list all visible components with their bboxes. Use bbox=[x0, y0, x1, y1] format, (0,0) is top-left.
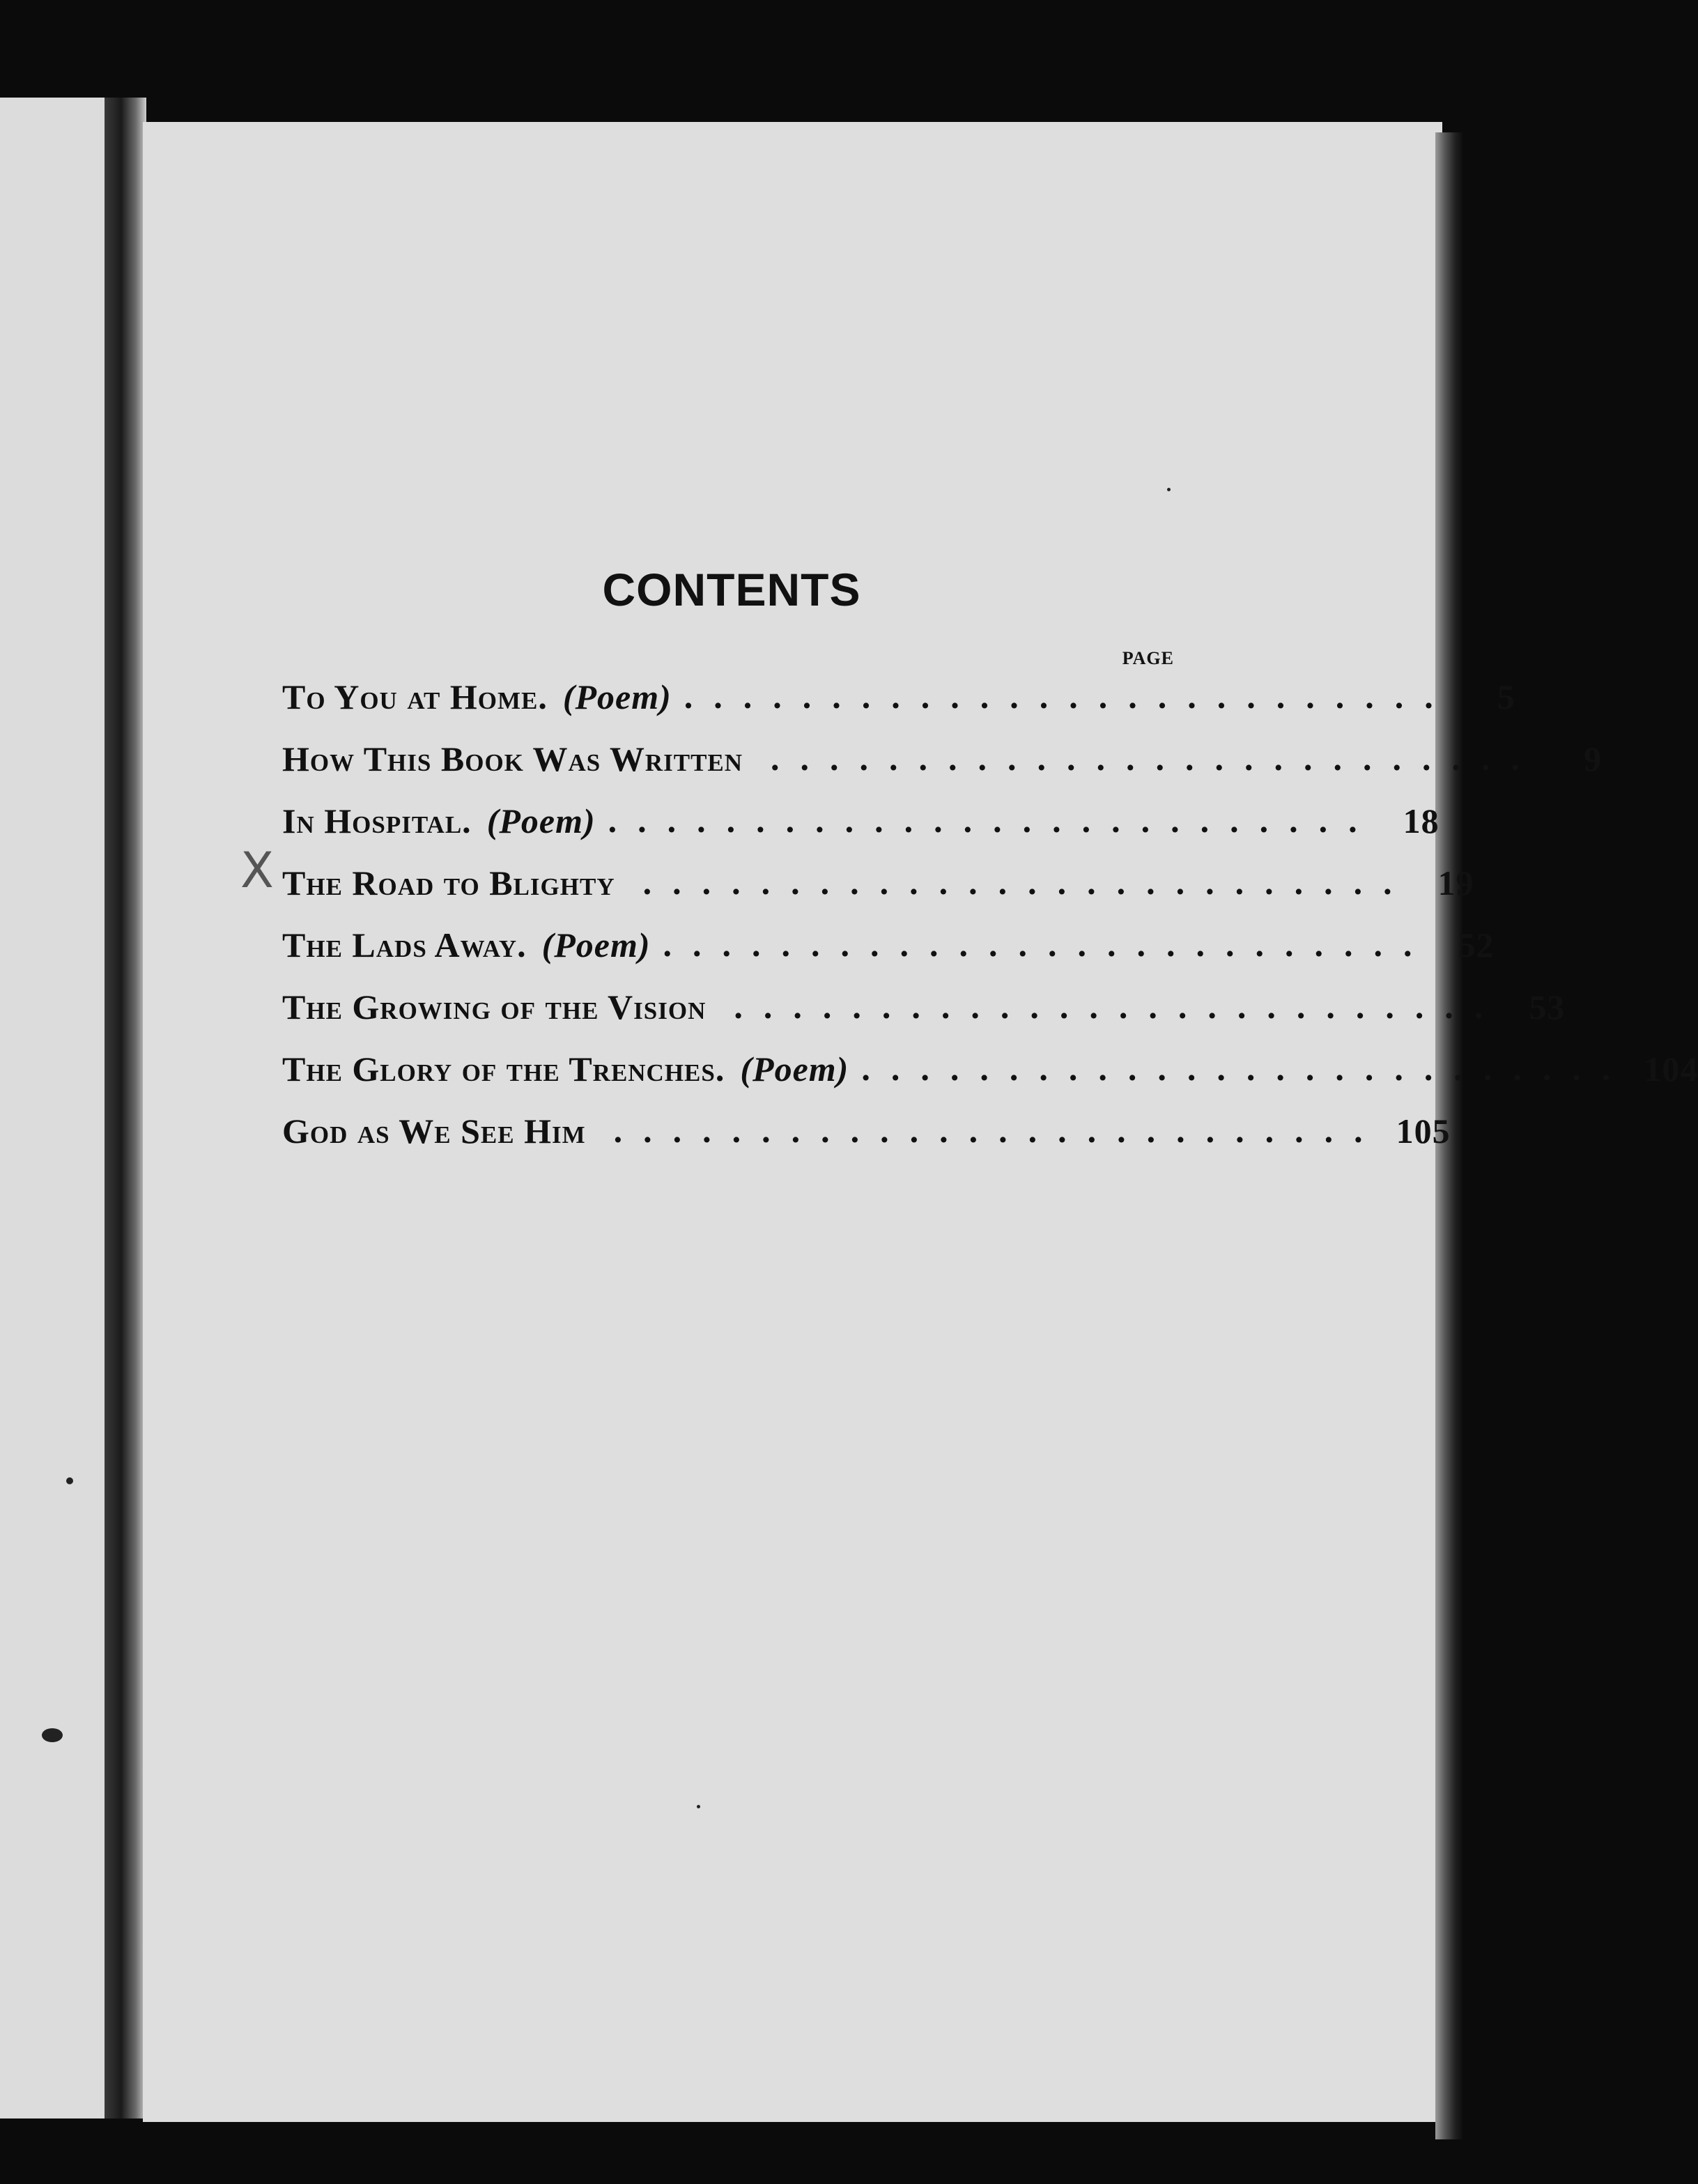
entry-label bbox=[282, 925, 651, 965]
entry-title: God as We See Him bbox=[282, 1112, 586, 1151]
page-column-heading: PAGE bbox=[1122, 648, 1174, 668]
dot-leader: .......................... bbox=[771, 739, 1541, 778]
entry-title: The Lads Away. bbox=[282, 925, 527, 964]
list-item bbox=[282, 717, 1603, 779]
dot-leader: .......................... bbox=[642, 863, 1413, 902]
list-item bbox=[282, 1089, 1451, 1151]
entry-note: (Poem) bbox=[740, 1049, 849, 1089]
dot-leader: .......................... bbox=[663, 925, 1433, 964]
entry-note: (Poem) bbox=[541, 925, 651, 964]
dot-leader: .......................... bbox=[608, 801, 1378, 840]
list-item bbox=[282, 841, 1474, 903]
scan-speck bbox=[42, 1728, 63, 1742]
handwritten-margin-mark: X bbox=[240, 842, 274, 899]
entry-label bbox=[282, 801, 596, 841]
entry-label bbox=[282, 987, 721, 1027]
entry-page-number: 18 bbox=[1403, 801, 1440, 840]
table-of-contents bbox=[282, 557, 1698, 1185]
entry-title: To You at Home. bbox=[282, 677, 548, 716]
list-item bbox=[282, 655, 1515, 717]
entry-title: The Road to Blighty bbox=[282, 863, 615, 902]
entry-page-number: 104 bbox=[1644, 1049, 1698, 1089]
entry-title: In Hospital. bbox=[282, 801, 472, 840]
entry-page-number: 52 bbox=[1458, 925, 1495, 964]
entry-label bbox=[282, 1049, 849, 1089]
list-item bbox=[282, 1027, 1698, 1089]
entry-title: The Growing of the Vision bbox=[282, 987, 707, 1026]
entry-label bbox=[282, 739, 758, 779]
entry-note: (Poem) bbox=[486, 801, 596, 840]
entry-title: The Glory of the Trenches. bbox=[282, 1049, 725, 1089]
entry-page-number: 53 bbox=[1529, 987, 1566, 1026]
scan-speck bbox=[1167, 488, 1171, 491]
dot-leader: .......................... bbox=[613, 1111, 1384, 1150]
entry-title: How This Book Was Written bbox=[282, 739, 743, 778]
dot-leader: .......................... bbox=[861, 1049, 1632, 1088]
list-item bbox=[282, 965, 1566, 1027]
book-gutter bbox=[105, 98, 146, 2118]
entry-page-number: 9 bbox=[1584, 739, 1603, 778]
page-title: CONTENTS bbox=[602, 564, 861, 615]
entry-page-number: 105 bbox=[1396, 1112, 1451, 1151]
entry-label bbox=[282, 1111, 601, 1151]
left-page-edge bbox=[0, 98, 111, 2118]
entry-page-number: 5 bbox=[1497, 677, 1515, 716]
dot-leader: .......................... bbox=[734, 987, 1504, 1026]
contents-list bbox=[282, 655, 1698, 1151]
scan-speck bbox=[66, 1477, 73, 1484]
list-item bbox=[282, 903, 1495, 965]
entry-note: (Poem) bbox=[562, 677, 672, 716]
entry-label bbox=[282, 677, 672, 717]
scan-speck bbox=[697, 1805, 700, 1808]
entry-label bbox=[282, 863, 631, 903]
list-item bbox=[282, 779, 1440, 841]
dot-leader: .......................... bbox=[684, 677, 1454, 716]
entry-page-number: 19 bbox=[1437, 863, 1474, 902]
